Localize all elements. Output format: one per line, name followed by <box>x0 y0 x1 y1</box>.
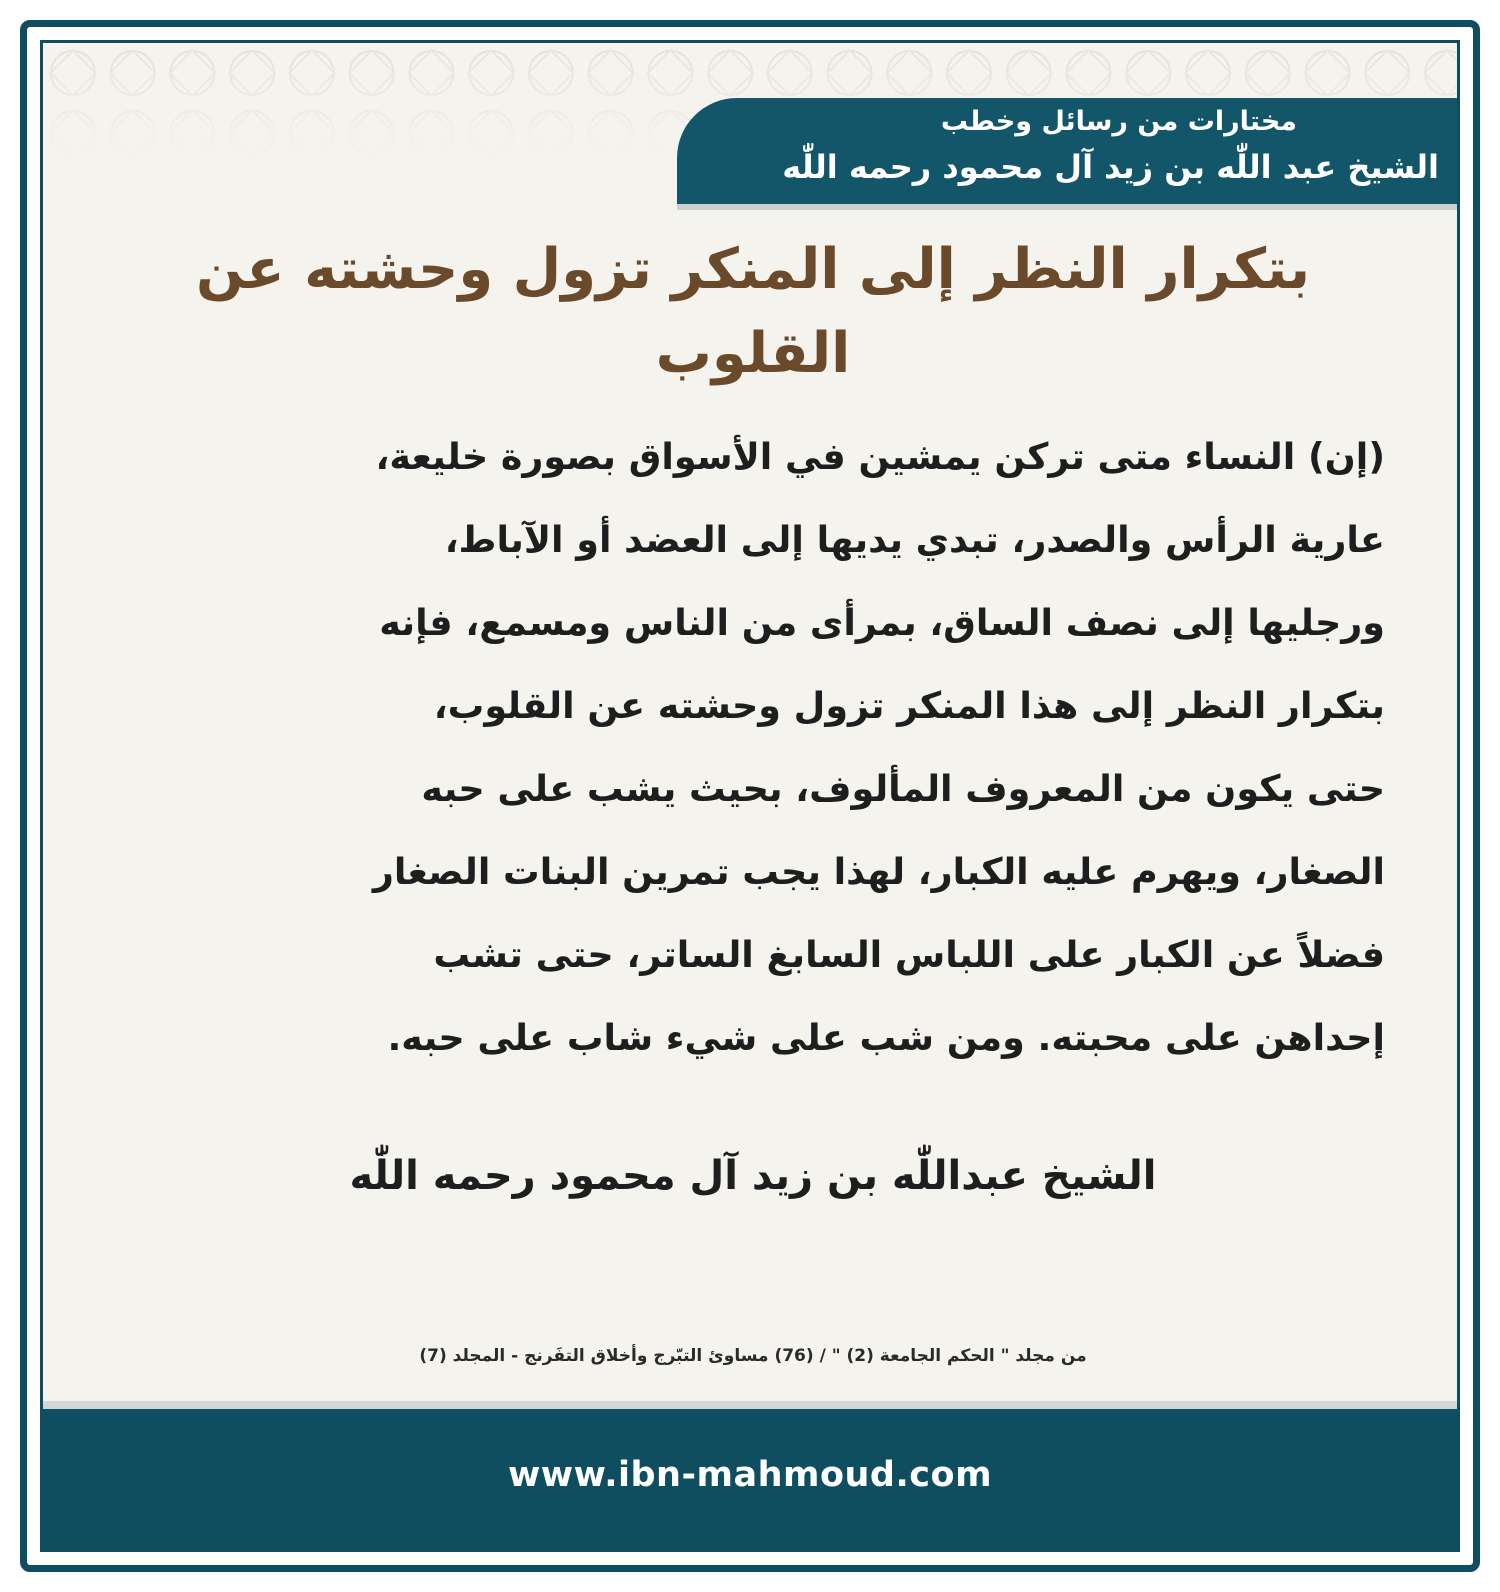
series-title: مختارات من رسائل وخطب <box>940 106 1297 137</box>
quote-body: (إن) النساء متى تركن يمشين في الأسواق بصورة خليعة، عارية الرأس والصدر، تبدي يديها إلى العضد أو الآباط، ورجليها إلى نصف الساق، بمرأى من الناس ومسمع، فإنه بتكرار النظر إلى هذا المنكر تزول وحشته عن القلوب، حتى يكون من المعروف المألوف، بحيث يشب على حبه الصغار، ويهرم عليه الكبار، لهذا يجب تمرين البنات الصغار فضلاً عن الكبار على اللباس السابغ الساتر، حتى تشب إحداهن على محبته. ومن شب على شيء شاب على حبه. <box>372 435 1385 1059</box>
header-author: الشيخ عبد اللّٰه بن زيد آل محمود رحمه اللّٰه <box>782 148 1439 186</box>
footer-bar <box>43 1409 1457 1552</box>
page-title: بتكرار النظر إلى المنكر تزول وحشته عن القلوب <box>196 237 1310 386</box>
website-link[interactable]: www.ibn-mahmoud.com <box>507 1455 993 1495</box>
content-card <box>40 40 1460 1552</box>
header-banner <box>677 98 1457 204</box>
signature: الشيخ عبداللّٰه بن زيد آل محمود رحمه اللّٰه <box>349 1153 1157 1199</box>
source-citation: من مجلد " الحكم الجامعة (2) " / (76) مساوئ التبّرج وأخلاق التفَرنج - المجلد (7) <box>419 1346 1087 1366</box>
footer-divider <box>43 1401 1457 1409</box>
